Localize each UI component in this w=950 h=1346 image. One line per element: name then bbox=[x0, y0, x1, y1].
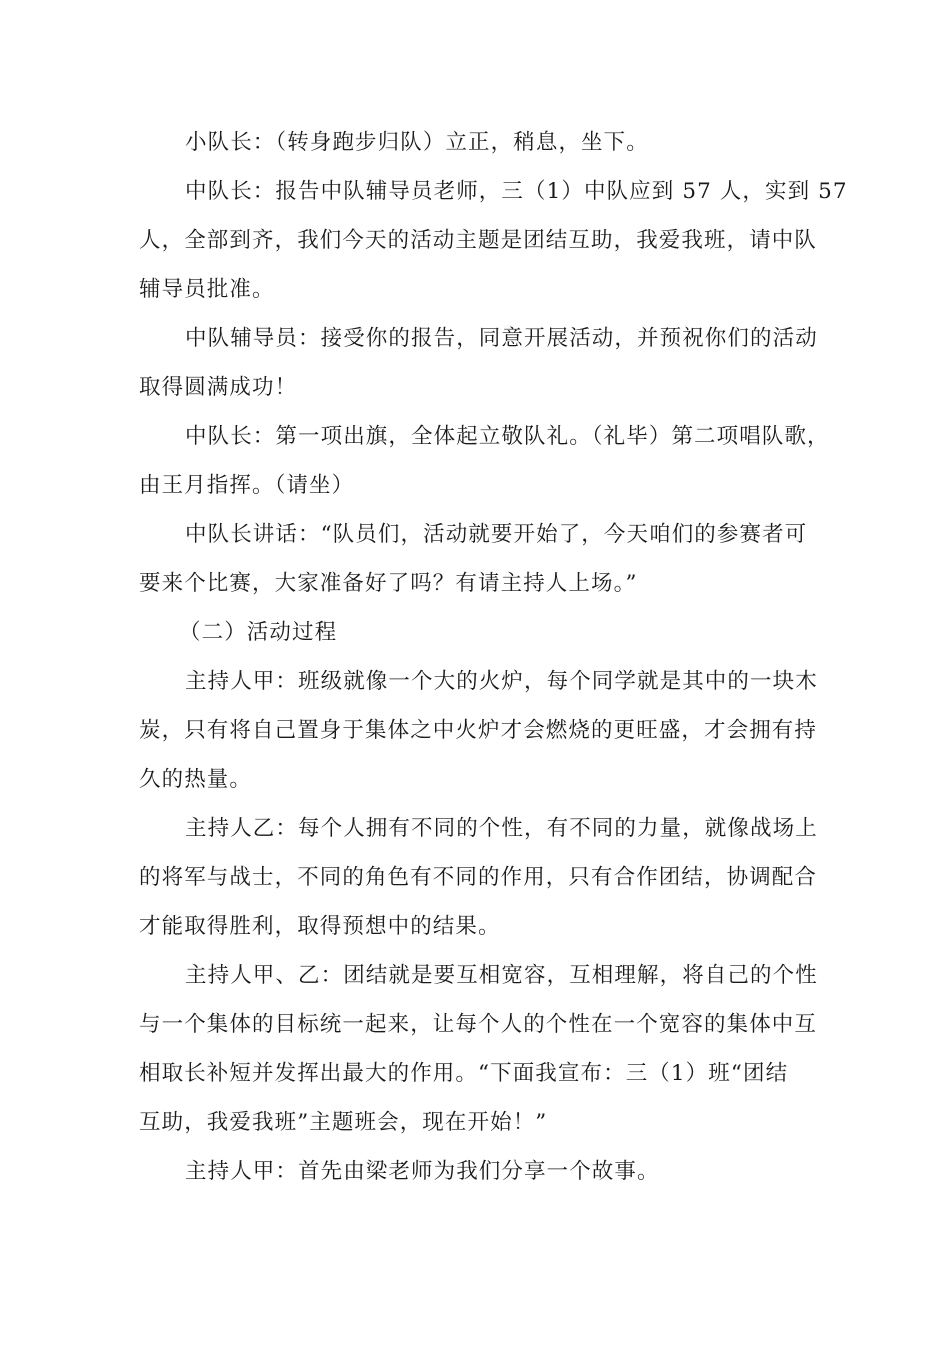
paragraph-host-a-story bbox=[139, 1147, 819, 1196]
text-line: 与一个集体的目标统一起来，让每个人的个性在一个宽容的集体中互 bbox=[139, 1012, 818, 1037]
section-heading-activity-process bbox=[139, 608, 819, 657]
text-line: 主持人甲：首先由梁老师为我们分享一个故事。 bbox=[185, 1159, 660, 1184]
text-line: 取得圆满成功！ bbox=[139, 375, 298, 400]
text-line: 小队长：（转身跑步归队）立正，稍息，坐下。 bbox=[185, 130, 649, 155]
document-body bbox=[139, 118, 848, 1196]
text-line: 主持人甲、乙：团结就是要互相宽容，互相理解，将自己的个性 bbox=[185, 963, 818, 988]
paragraph-flag-and-song bbox=[139, 412, 830, 510]
text-line: 互助，我爱我班”主题班会，现在开始！” bbox=[139, 1110, 548, 1135]
section-heading: （二）活动过程 bbox=[179, 620, 338, 645]
text-line: 相取长补短并发挥出最大的作用。“下面我宣布：三（1）班“团结 bbox=[139, 1061, 789, 1086]
text-line: 辅导员批准。 bbox=[139, 277, 275, 302]
text-line: 的将军与战士，不同的角色有不同的作用，只有合作团结，协调配合 bbox=[139, 865, 818, 890]
text-line: 由王月指挥。（请坐） bbox=[139, 473, 355, 498]
paragraph-report-attendance bbox=[139, 167, 848, 314]
text-line: 中队长：第一项出旗，全体起立敬队礼。（礼毕）第二项唱队歌， bbox=[185, 424, 830, 449]
text-line: 中队辅导员：接受你的报告，同意开展活动，并预祝你们的活动 bbox=[185, 326, 818, 351]
text-line: 才能取得胜利，取得预想中的结果。 bbox=[139, 914, 501, 939]
paragraph-host-b bbox=[139, 804, 819, 951]
text-line: 炭，只有将自己置身于集体之中火炉才会燃烧的更旺盛，才会拥有持 bbox=[139, 718, 818, 743]
paragraph-host-a bbox=[139, 657, 819, 804]
text-line: 人，全部到齐，我们今天的活动主题是团结互助，我爱我班，请中队 bbox=[139, 228, 818, 253]
text-line: 中队长：报告中队辅导员老师，三（1）中队应到 57 人，实到 57 bbox=[185, 179, 848, 204]
text-line: 久的热量。 bbox=[139, 767, 253, 792]
paragraph-leader-speech bbox=[139, 510, 819, 608]
paragraph-host-a-b bbox=[139, 951, 819, 1147]
text-line: 主持人甲：班级就像一个大的火炉，每个同学就是其中的一块木 bbox=[185, 669, 818, 694]
paragraph-squad-leader-return bbox=[139, 118, 819, 167]
text-line: 主持人乙：每个人拥有不同的个性，有不同的力量，就像战场上 bbox=[185, 816, 818, 841]
paragraph-counselor-reply bbox=[139, 314, 819, 412]
text-line: 中队长讲话：“队员们，活动就要开始了，今天咱们的参赛者可 bbox=[185, 522, 808, 547]
text-line: 要来个比赛，大家准备好了吗？有请主持人上场。” bbox=[139, 571, 638, 596]
